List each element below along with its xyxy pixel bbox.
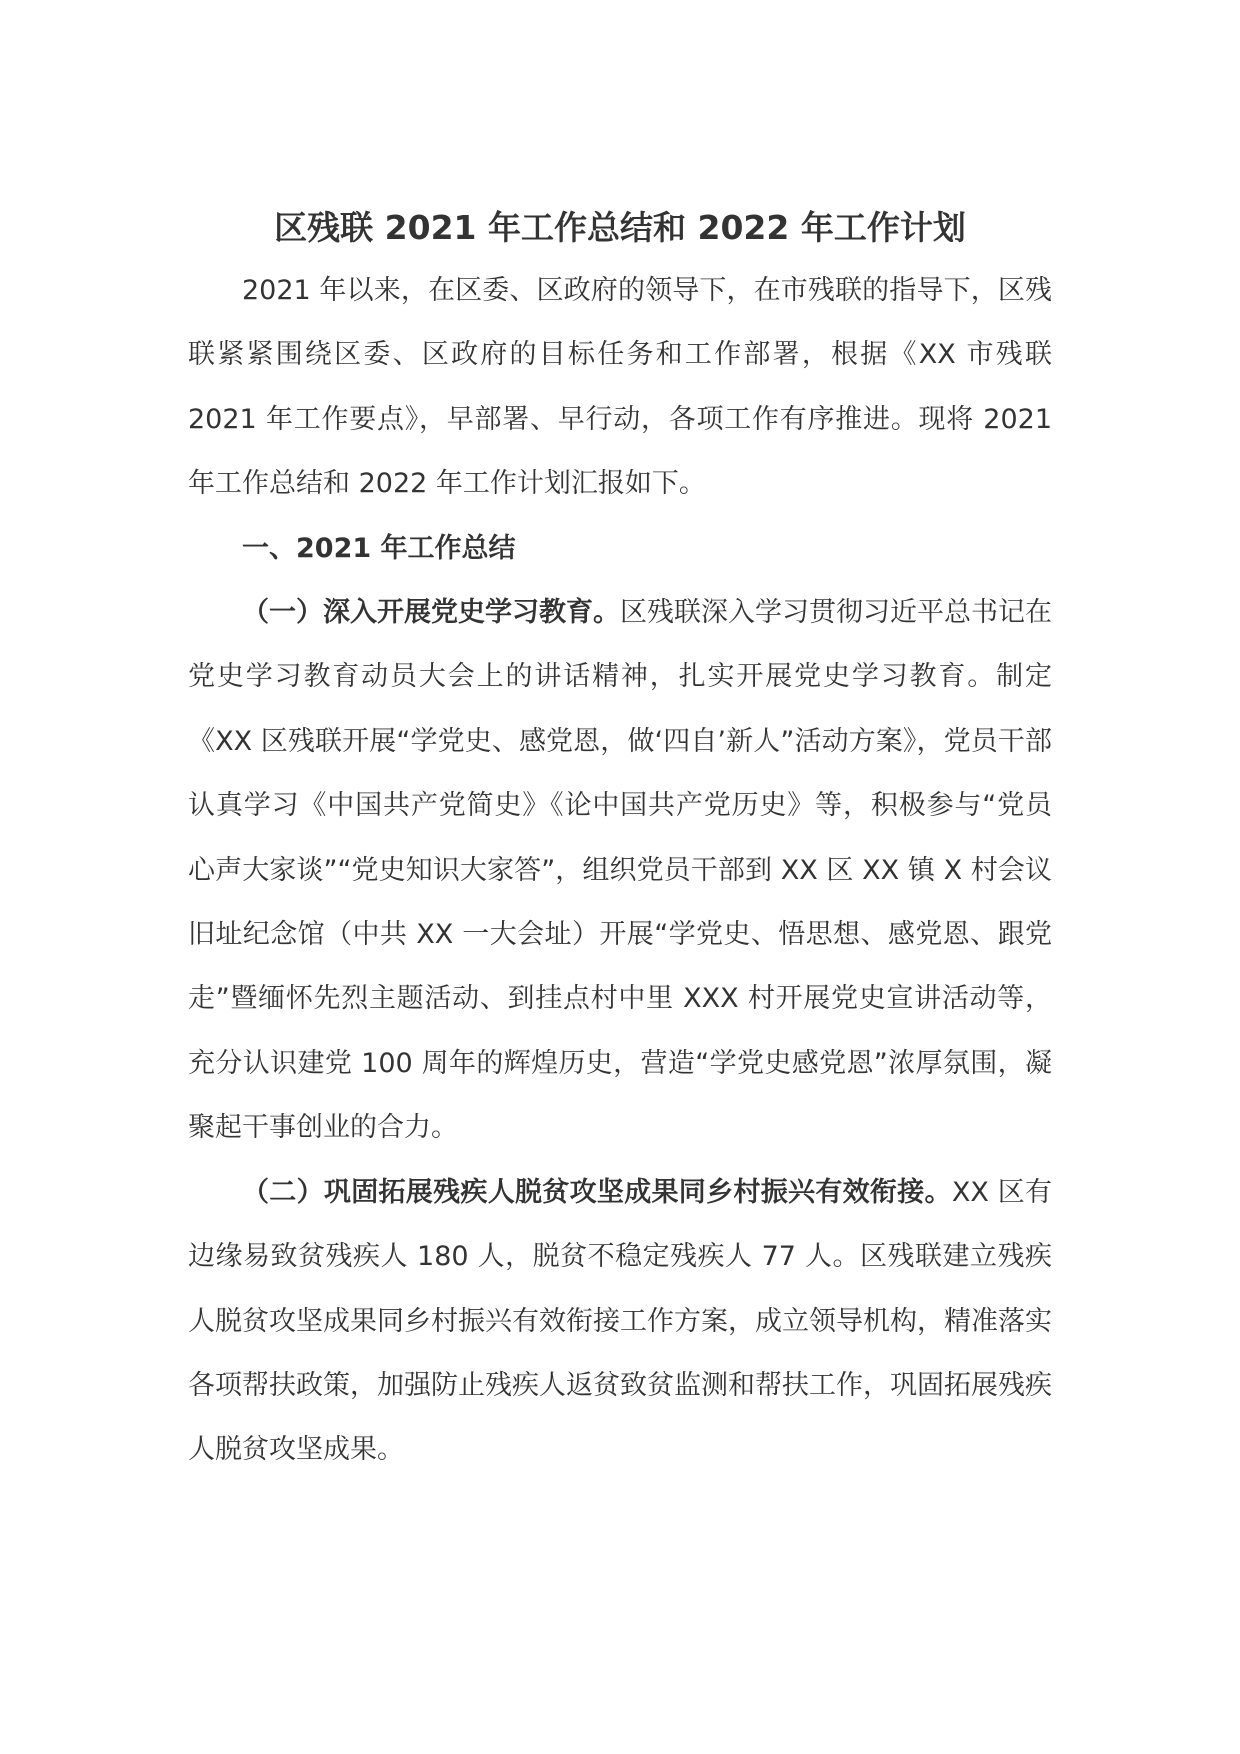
document-body [188, 259, 1052, 1483]
section-item-2-lead: （二）巩固拓展残疾人脱贫攻坚成果同乡村振兴有效衔接。 [242, 1176, 952, 1208]
section-item-1 [188, 581, 1052, 1161]
section-item-2-text: XX 区有边缘易致贫残疾人 180 人，脱贫不稳定残疾人 77 人。区残联建立残疾人脱贫攻坚成果同乡村振兴有效衔接工作方案，成立领导机构，精准落实各项帮扶政策，加强防止残疾人返贫致贫监测和帮扶工作，巩固拓展残疾人脱贫攻坚成果。 [188, 1176, 1053, 1466]
intro-paragraph: 2021 年以来，在区委、区政府的领导下，在市残联的指导下，区残联紧紧围绕区委、区政府的目标任务和工作部署，根据《XX 市残联 2021 年工作要点》，早部署、早行动，各项工作有序推进。现将 2021 年工作总结和 2022 年工作计划汇报如下。 [188, 275, 1052, 500]
section-item-1-text: 区残联深入学习贯彻习近平总书记在党史学习教育动员大会上的讲话精神，扎实开展党史学习教育。制定《XX 区残联开展“学党史、感党恩，做‘四自’新人”活动方案》，党员干部认真学习《中国共产党简史》《论中国共产党历史》等，积极参与“党员心声大家谈”“党史知识大家答”，组织党员干部到 XX 区 XX 镇 X 村会议旧址纪念馆（中共 XX 一大会址）开展“学党史、悟思想、感党恩、跟党走”暨缅怀先烈主题活动、到挂点村中里 XXX 村开展党史宣讲活动等，充分认识建党 100 周年的辉煌历史，营造“学党史感党恩”浓厚氛围，凝聚起干事创业的合力。 [188, 597, 1052, 1144]
section-heading: 一、2021 年工作总结 [242, 532, 516, 564]
document-title: 区残联 2021 年工作总结和 2022 年工作计划 [274, 208, 966, 247]
section-item-1-lead: （一）深入开展党史学习教育。 [242, 597, 620, 629]
section-item-2 [188, 1161, 1052, 1483]
